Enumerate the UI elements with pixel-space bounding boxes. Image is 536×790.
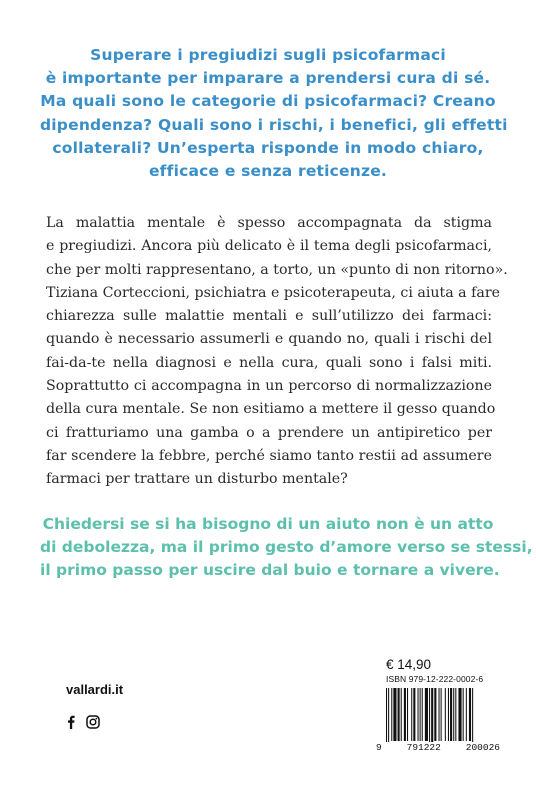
barcode-digit-group: 791222 [406,742,441,753]
description-paragraph [46,212,508,492]
body-line: fai-da-te nella diagnosi e nella cura, quali sono i falsi miti. [46,354,492,371]
body-line: quando è necessario assumerli e quando no, quali i rischi del [46,331,492,348]
body-line: chiarezza sulle malattie mentali e sull’utilizzo dei farmaci: [46,308,492,325]
body-line: e pregiudizi. Ancora più delicato è il tema degli psicofarmaci, [46,238,492,255]
barcode-digit-group: 200026 [465,742,500,753]
intro-line: dipendenza? Quali sono i rischi, i benefici, gli effetti [40,115,508,134]
intro-line: efficace e senza reticenze. [148,162,388,181]
social-links [64,715,100,729]
body-line: che per molti rappresentano, a torto, un «punto di non ritorno». [46,261,508,278]
intro-line: Superare i pregiudizi sugli psicofarmaci [90,46,446,64]
intro-blurb [40,44,508,183]
body-line: ci fratturiamo una gamba o a prendere un antipiretico per [46,424,492,441]
body-line: della cura mentale. Se non esitiamo a mettere il gesso quando [46,401,496,418]
instagram-icon[interactable] [86,715,100,729]
publisher-website[interactable]: vallardi.it [66,682,124,697]
body-line: La malattia mentale è spesso accompagnata da stigma [46,215,492,231]
intro-line: è importante per imparare a prendersi cura di sé. [45,69,491,88]
closing-quote [40,513,533,583]
body-line: farmaci per trattare un disturbo mentale? [46,471,348,488]
barcode-number [376,742,500,753]
price-label: € 14,90 [386,657,432,672]
barcode-digit-group: 9 [376,742,382,753]
intro-line: Ma quali sono le categorie di psicofarmaci? Creano [40,92,496,111]
isbn-label: ISBN 979-12-222-0002-6 [386,674,484,684]
body-line: Tiziana Corteccioni, psichiatra e psicoterapeuta, ci aiuta a fare [46,284,501,301]
outro-line: Chiedersi se si ha bisogno di un aiuto non è un atto [42,515,494,533]
barcode-image [378,688,496,750]
body-line: far scendere la febbre, perché siamo tanto restii ad assumere [46,447,492,464]
outro-line: di debolezza, ma il primo gesto d’amore verso se stessi, [40,538,533,557]
outro-line: il primo passo per uscire dal buio e tornare a vivere. [40,561,500,580]
body-line: Soprattutto ci accompagna in un percorso di normalizzazione [46,378,492,395]
intro-line: collaterali? Un’esperta risponde in modo chiaro, [52,138,484,157]
facebook-icon[interactable] [64,715,78,729]
